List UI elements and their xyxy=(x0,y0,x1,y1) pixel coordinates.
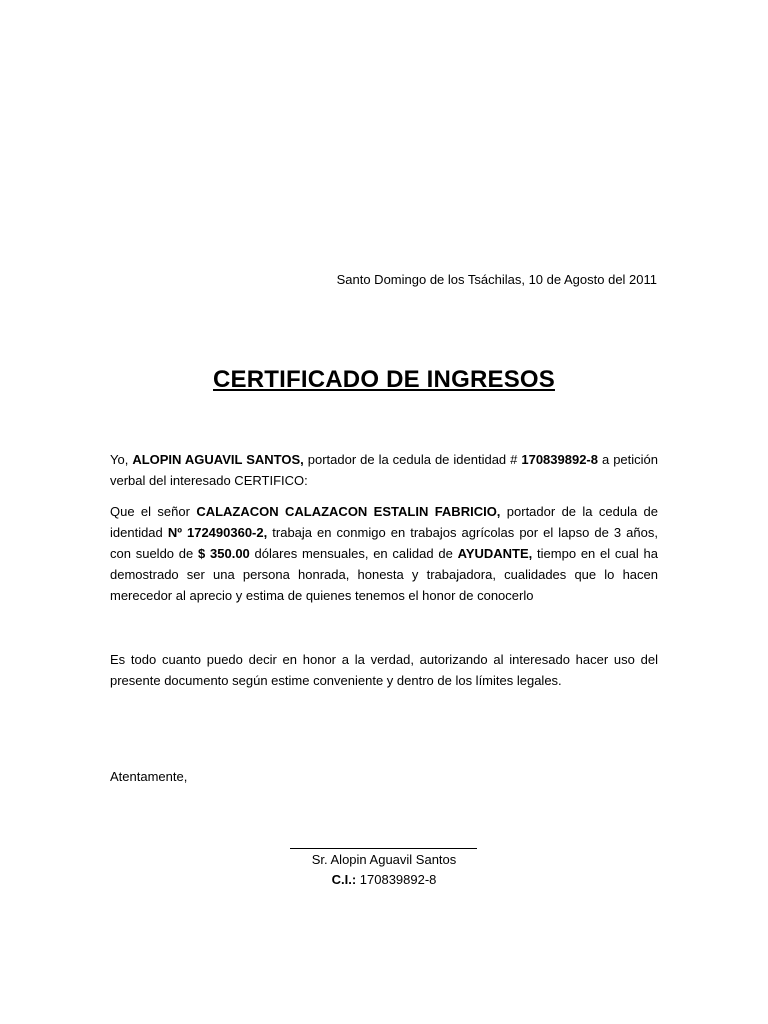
intro-text-3: a petición verbal del interesado CERTIFICO: xyxy=(110,452,658,488)
employee-name: CALAZACON CALAZACON ESTALIN FABRICIO, xyxy=(196,504,501,519)
closing-paragraph: Es todo cuanto puedo decir en honor a la verdad, autorizando al interesado hacer uso del presente documento según estime conveniente y dentro de los límites legales. xyxy=(110,652,658,688)
issuer-name: ALOPIN AGUAVIL SANTOS, xyxy=(132,452,304,467)
salutation: Atentamente, xyxy=(110,769,188,784)
cert-text-5: tiempo en el cual ha demostrado ser una persona honrada, honesta y trabajadora, cualidades que lo hacen merecedor al aprecio y estima de quienes tenemos el honor de conocerlo xyxy=(110,546,659,603)
ci-label: C.I.: xyxy=(331,872,357,887)
employee-id-number: Nº 172490360-2, xyxy=(167,525,268,540)
intro-paragraph xyxy=(110,449,658,491)
intro-text-1: Yo, xyxy=(110,452,133,467)
issuer-id-number: 170839892-8 xyxy=(521,452,598,467)
date-line: Santo Domingo de los Tsáchilas, 10 de Agosto del 2011 xyxy=(336,272,657,287)
ci-value: 170839892-8 xyxy=(356,872,437,887)
cert-text-1: Que el señor xyxy=(110,504,197,519)
document-title: CERTIFICADO DE INGRESOS xyxy=(213,366,555,393)
cert-text-2: portador de la cedula de identidad xyxy=(110,504,659,540)
signatory-name: Sr. Alopin Aguavil Santos xyxy=(311,852,457,867)
signature-line xyxy=(290,848,477,849)
employee-role: AYUDANTE, xyxy=(457,546,533,561)
certification-paragraph xyxy=(110,501,658,606)
cert-text-4: dólares mensuales, en calidad de xyxy=(249,546,458,561)
salary-amount: $ 350.00 xyxy=(198,546,250,561)
intro-text-2: portador de la cedula de identidad # xyxy=(303,452,522,467)
cert-text-3: trabaja en conmigo en trabajos agrícolas por el lapso de 3 años, con sueldo de xyxy=(110,525,658,561)
signatory-ci xyxy=(0,872,768,887)
